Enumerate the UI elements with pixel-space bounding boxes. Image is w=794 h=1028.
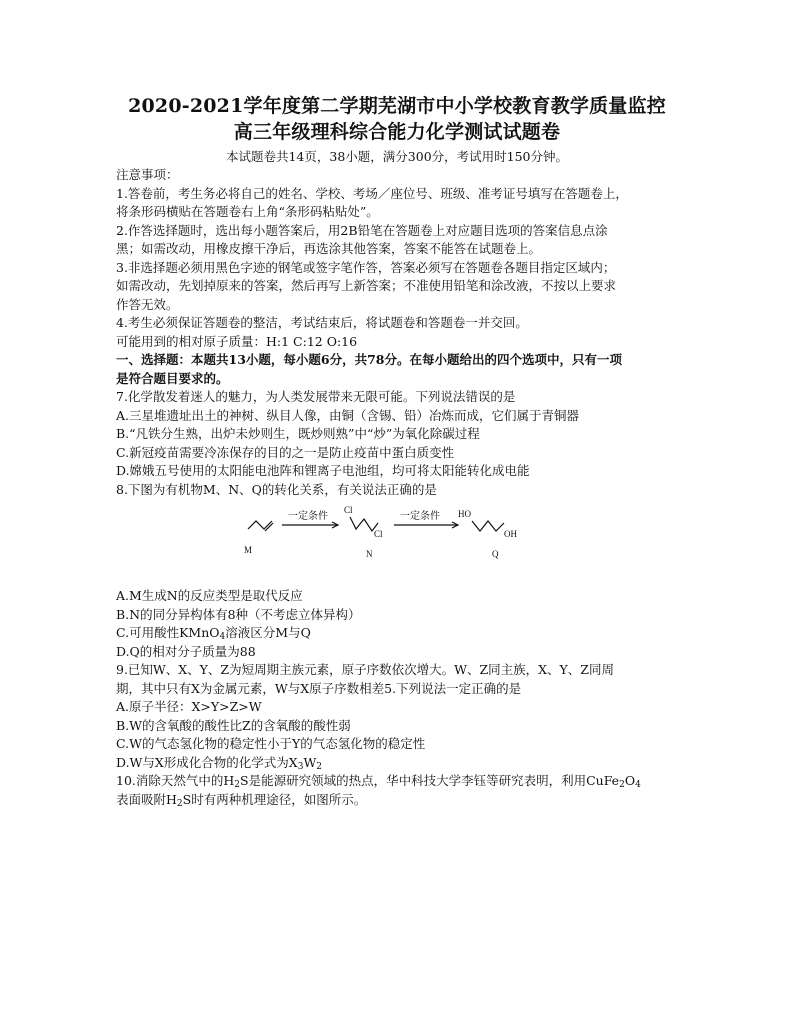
molecule-n-label: N	[366, 549, 373, 559]
q10-line1-mid: S是能源研究领域的热点，华中科技大学李钰等研究表明，利用CuFe	[240, 773, 620, 788]
q8-reaction-figure	[116, 501, 686, 587]
q9-option-d-sub1: 3	[297, 761, 304, 772]
q9-option-d-mid: W	[303, 754, 317, 770]
q10-line2-sub: 2	[176, 798, 183, 809]
q9-option-d-sub2: 2	[316, 761, 323, 772]
q10-stem-line2	[116, 791, 686, 810]
molecule-q-label: Q	[492, 549, 499, 559]
q9-option-d-text: D.W与X形成化合物的化学式为X	[116, 754, 298, 770]
reaction-scheme	[236, 501, 536, 587]
note-line-6: 如需改动，先划掉原来的答案，然后再写上新答案；不准使用铅笔和涂改液，不按以上要求	[116, 278, 617, 293]
q7-option-a: A.三星堆遗址出土的神树、纵目人像，由铜（含锡、铅）冶炼而成，它们属于青铜器	[116, 407, 580, 423]
q10-line1-text: 10.消除天然气中的H	[116, 773, 235, 788]
exam-title-line2: 高三年级理科综合能力化学测试试题卷	[233, 121, 561, 143]
note-line-5: 3.非选择题必须用黑色字迹的钢笔或签字笔作答，答案必须写在答题卷各题目指定区域内；	[116, 259, 616, 275]
q9-option-a: A.原子半径：X>Y>Z>W	[116, 699, 262, 714]
section1-heading-line2: 是符合题目要求的。	[116, 370, 229, 386]
q10-line1-mid2: O	[624, 773, 636, 788]
q9-stem-line2: 期，其中只有X为金属元素，W与X原子序数相差5.下列说法一定正确的是	[116, 680, 522, 696]
ho-label: HO	[458, 509, 471, 519]
q8-option-c	[116, 624, 686, 643]
q10-line1-sub1: 2	[234, 780, 241, 790]
condition-1-label: 一定条件	[288, 511, 328, 522]
condition-2-label: 一定条件	[400, 511, 440, 522]
q7-option-c: C.新冠疫苗需要冷冻保存的目的之一是防止疫苗中蛋白质变性	[116, 444, 455, 460]
q7-option-b: B.“凡铁分生熟，出炉未炒则生，既炒则熟”中“炒”为氧化除碳过程	[116, 426, 480, 441]
q8-option-d: D.Q的相对分子质量为88	[116, 643, 256, 659]
note-line-1: 1.答卷前，考生务必将自己的姓名、学校、考场／座位号、班级、准考证号填写在答题卷上，	[116, 185, 628, 201]
q8-option-c-text: C.可用酸性KMnO	[116, 625, 220, 640]
molecule-q-skeleton	[472, 521, 504, 531]
exam-title-line1: 2020-2021学年度第二学期芜湖市中小学校教育教学质量监控	[128, 95, 666, 117]
section1-heading-line1: 一、选择题：本题共13小题，每小题6分，共78分。在每小题给出的四个选项中，只有一项	[116, 352, 622, 367]
cl-top-label: Cl	[344, 505, 353, 515]
q7-option-d: D.嫦娥五号使用的太阳能电池阵和锂离子电池组，均可将太阳能转化成电能	[116, 463, 530, 478]
q8-option-c-sub: 4	[219, 632, 226, 642]
molecule-m-label: M	[244, 545, 253, 555]
exam-body	[116, 166, 686, 809]
q9-option-c: C.W的气态氢化物的稳定性小于Y的气态氢化物的稳定性	[116, 736, 426, 751]
q10-line2-text-end: S时有两种机理途径，如图所示。	[182, 791, 367, 807]
exam-subtitle: 本试题卷共14页，38小题，满分300分，考试用时150分钟。	[225, 149, 569, 164]
note-line-7: 作答无效。	[116, 296, 179, 312]
q10-line1-sub2: 2	[619, 780, 625, 790]
q8-option-b: B.N的同分异构体有8种（不考虑立体异构）	[116, 606, 361, 622]
q8-option-c-text-end: 溶液区分M与Q	[225, 625, 311, 640]
oh-label: OH	[504, 529, 517, 539]
q8-stem: 8.下图为有机物M、N、Q的转化关系，有关说法正确的是	[116, 481, 437, 497]
q9-option-b: B.W的含氧酸的酸性比Z的含氧酸的酸性弱	[116, 717, 351, 733]
note-line-2: 将条形码横贴在答题卷右上角“条形码粘贴处”。	[116, 204, 379, 219]
cl-bottom-label: Cl	[374, 529, 383, 539]
note-line-3: 2.作答选择题时，选出每小题答案后，用2B铅笔在答题卷上对应题目选项的答案信息点涂	[116, 222, 608, 238]
q8-option-a: A.M生成N的反应类型是取代反应	[116, 588, 303, 603]
atomic-mass-line: 可能用到的相对原子质量：H:1 C:12 O:16	[116, 333, 358, 349]
q10-line2-text: 表面吸附H	[116, 791, 177, 807]
q9-stem-line1: 9.已知W、X、Y、Z为短周期主族元素，原子序数依次增大。W、Z同主族，X、Y、Z同周	[116, 662, 614, 677]
note-line-8: 4.考生必须保证答题卷的整洁，考试结束后，将试题卷和答题卷一并交回。	[116, 315, 528, 330]
notes-heading: 注意事项：	[116, 167, 179, 182]
note-line-4: 黑；如需改动，用橡皮擦干净后，再选涂其他答案，答案不能答在试题卷上。	[116, 241, 542, 256]
q10-line1-sub3: 4	[635, 780, 641, 790]
q10-stem-line1	[116, 772, 686, 791]
q9-option-d	[116, 754, 686, 773]
q7-stem: 7.化学散发着迷人的魅力，为人类发展带来无限可能。下列说法错误的是	[116, 389, 516, 404]
